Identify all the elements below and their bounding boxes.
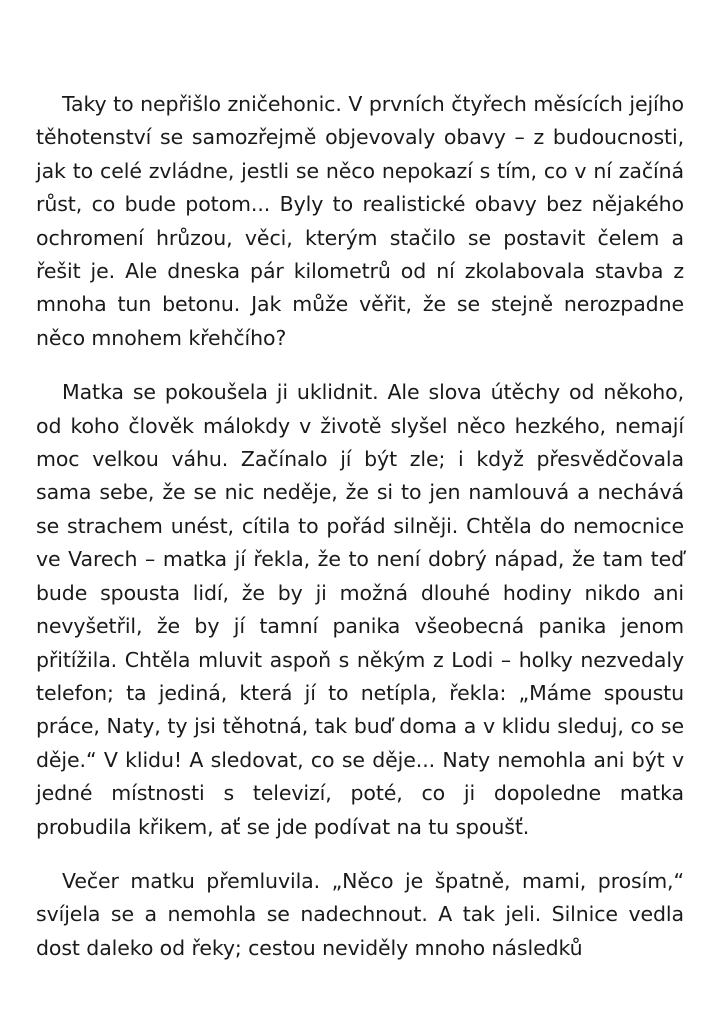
body-text bbox=[36, 88, 684, 986]
paragraph-1: Taky to nepřišlo zničehonic. V prvních čtyřech měsících jejího těhotenství se samozřejmě objevovaly obavy – z budoucnosti, jak to celé zvládne, jestli se něco nepokazí s tím, co v ní začíná růst, co bude potom... Byly to realistické obavy bez nějakého ochromení hrůzou, věci, kterým stačilo se postavit čelem a řešit je. Ale dneska pár kilometrů od ní zkolabovala stavba z mnoha tun betonu. Jak může věřit, že se stejně nerozpadne něco mnohem křehčího? bbox=[36, 92, 684, 350]
paragraph-3: Večer matku přemluvila. „Něco je špatně, mami, prosím,“ svíjela se a nemohla se nadechnout. A tak jeli. Silnice vedla dost daleko od řeky; cestou neviděly mnoho následků bbox=[36, 868, 684, 960]
paragraph-2: Matka se pokoušela ji uklidnit. Ale slova útěchy od někoho, od koho člověk málokdy v životě slyšel něco hezkého, nemají moc velkou váhu. Začínalo jí být zle; i když přesvědčovala sama sebe, že se nic neděje, že si to jen namlouvá a nechává se strachem unést, cítila to pořád silněji. Chtěla do nemocnice ve Varech – matka jí řekla, že to není dobrý nápad, že tam teď bude spousta lidí, že by ji možná dlouhé hodiny nikdo ani nevyšetřil, že by jí tamní panika všeobecná panika jenom přitížila. Chtěla mluvit aspoň s někým z Lodi – holky nezvedaly telefon; ta jediná, která jí to netípla, řekla: „Máme spoustu práce, Naty, ty jsi těhotná, tak buď doma a v klidu sleduj, co se děje.“ V klidu! A sledovat, co se děje... Naty nemohla ani být v jedné místnosti s televizí, poté, co ji dopoledne matka probudila křikem, ať se jde podívat na tu spoušť. bbox=[36, 380, 684, 839]
